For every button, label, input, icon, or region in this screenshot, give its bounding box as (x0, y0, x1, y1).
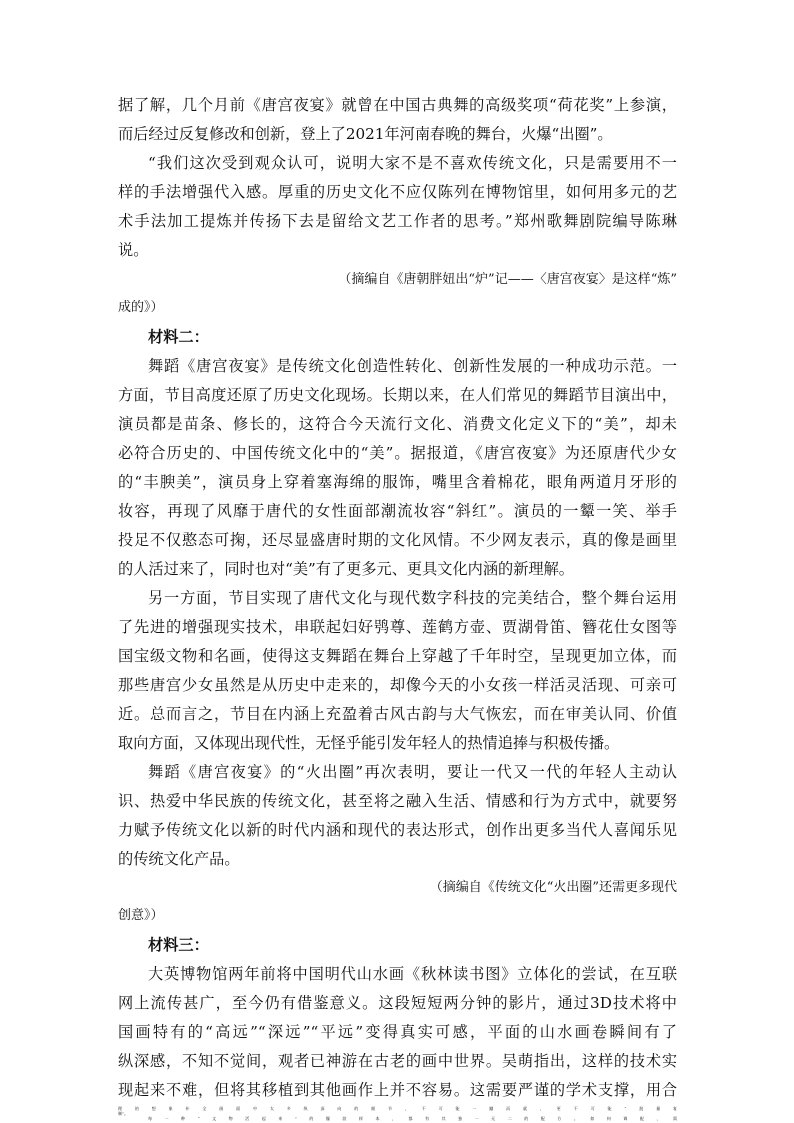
section-heading: 材料三： (148, 936, 209, 954)
text-line: 现起来不难，但将其移植到其他画作上并不容易。这需要严谨的学术支撑，用合 (118, 1081, 677, 1099)
section-heading: 材料二： (148, 328, 209, 346)
text-line: 了先进的增强现实技术，串联起妇好鸮尊、莲鹤方壶、贾湖骨笛、簪花仕女图等 (118, 618, 677, 636)
text-line: 妆容，再现了风靡于唐代的女性面部潮流妆容“斜红”。演员的一颦一笑、举手 (118, 502, 677, 520)
source-citation: 成的》） (118, 300, 164, 315)
text-line: 理的想象补全画面中太多纵深向的细节，不可能一蹴而就，更不可能“批量复 (118, 1106, 677, 1111)
text-line: 取向方面，又体现出现代性，无怪乎能引发年轻人的热情追捧与积极传播。 (118, 734, 620, 752)
text-line: 网上流传甚广，至今仍有借鉴意义。这段短短两分钟的影片，通过3D技术将中 (118, 994, 677, 1012)
text-line: 国宝级文物和名画，使得这支舞蹈在舞台上穿越了千年时空，呈现更加立体，而 (118, 647, 677, 665)
text-line: 说。 (118, 241, 149, 259)
text-line: 的人活过来了，同时也对“美”有了更多元、更具文化内涵的新理解。 (118, 560, 574, 578)
source-citation: 创意》） (118, 908, 164, 923)
text-line: 制”。 (118, 1111, 129, 1116)
text-line: 投足不仅憨态可掬，还尽显盛唐时期的文化风情。不少网友表示，真的像是画里 (118, 531, 677, 549)
text-line: 另一方面，节目实现了唐代文化与现代数字科技的完美结合，整个舞台运用 (148, 589, 677, 607)
text-line: 而后经过反复修改和创新，登上了2021年河南春晚的舞台，火爆“出圈”。 (118, 125, 613, 143)
source-citation: （摘编自《传统文化“火出圈”还需更多现代 (429, 880, 677, 895)
source-citation: （摘编自《唐朝胖妞出“炉”记——〈唐宫夜宴〉是这样“炼” (338, 272, 677, 287)
text-line: 演员都是苗条、修长的，这符合今天流行文化、消费文化定义下的“美”，却未 (118, 415, 677, 433)
text-line: 纵深感，不知不觉间，观者已神游在古老的画中世界。吴萌指出，这样的技术实 (118, 1052, 677, 1070)
text-line: 每一种“文物活起来”的爆款样本，都有其独一无二的配方。如何调配，需 (148, 1116, 677, 1121)
text-line: 识、热爱中华民族的传统文化，甚至将之融入生活、情感和行为方式中，就要努 (118, 792, 677, 810)
text-line: 的传统文化产品。 (118, 850, 240, 868)
text-line: 据了解，几个月前《唐宫夜宴》就曾在中国古典舞的高级奖项“荷花奖”上参演， (118, 96, 677, 114)
text-line: 那些唐宫少女虽然是从历史中走来的，却像今天的小女孩一样活灵活现、可亲可 (118, 676, 677, 694)
text-line: 必符合历史的、中国传统文化中的“美”。据报道，《唐宫夜宴》为还原唐代少女 (118, 444, 677, 462)
text-line: 力赋予传统文化以新的时代内涵和现代的表达形式，创作出更多当代人喜闻乐见 (118, 821, 677, 839)
text-line: 舞蹈《唐宫夜宴》是传统文化创造性转化、创新性发展的一种成功示范。一 (148, 357, 677, 375)
text-line: 大英博物馆两年前将中国明代山水画《秋林读书图》立体化的尝试，在互联 (148, 965, 677, 983)
text-line: “我们这次受到观众认可，说明大家不是不喜欢传统文化，只是需要用不一 (148, 154, 677, 172)
text-line: 的“丰腴美”，演员身上穿着塞海绵的服饰，嘴里含着棉花，眼角两道月牙形的 (118, 473, 677, 491)
text-line: 国画特有的“高远”“深远”“平远”变得真实可感，平面的山水画卷瞬间有了 (118, 1023, 677, 1041)
text-line: 术手法加工提炼并传扬下去是留给文艺工作者的思考。”郑州歌舞剧院编导陈琳 (118, 212, 677, 230)
text-line: 样的手法增强代入感。厚重的历史文化不应仅陈列在博物馆里，如何用多元的艺 (118, 183, 677, 201)
text-line: 舞蹈《唐宫夜宴》的“火出圈”再次表明，要让一代又一代的年轻人主动认 (148, 763, 677, 781)
text-line: 近。总而言之，节目在内涵上充盈着古风古韵与大气恢宏，而在审美认同、价值 (118, 705, 677, 723)
text-line: 方面，节目高度还原了历史文化现场。长期以来，在人们常见的舞蹈节目演出中， (118, 386, 677, 404)
